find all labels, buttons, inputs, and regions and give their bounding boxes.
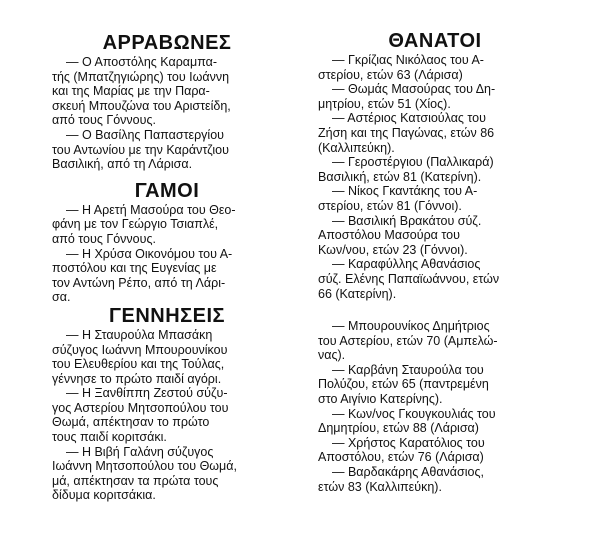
entry-death-2: — Θωμάς Μασούρας του Δη- μητρίου, ετών 51 (Χίος). (318, 82, 496, 111)
entry-wedding-2: — Η Χρύσα Οικονόμου του Α- ποστόλου και της Ευγενίας με τον Αντώνη Ρέπο, από τη Λάρι- σα. (52, 246, 233, 305)
heading-deaths: ΘΑΝΑΤΟΙ (388, 30, 482, 52)
entry-death-8: — Μπουρουνίκος Δημήτριος του Αστερίου, ετών 70 (Αμπελώ- νας). (318, 319, 498, 363)
entry-death-10: — Κων/νος Γκουγκουλιάς του Δημητρίου, ετών 88 (Λάρισα) (318, 406, 496, 436)
entry-death-6: — Βασιλική Βρακάτου σύζ. Αποστόλου Μασούρα του Κων/νου, ετών 23 (Γόννοι). (318, 213, 482, 257)
entry-engagement-1: — Ο Αποστόλης Καραμπα- τής (Μπατζηγιώρης) του Ιωάννη και της Μαρίας με την Παρα- σκευή Μπουζώνα του Αριστείδη, από τους Γόννους. (52, 55, 231, 128)
entry-death-4: — Γεροστέργιου (Παλλικαρά) Βασιλική, ετών 81 (Κατερίνη). (318, 155, 494, 184)
heading-engagements: ΑΡΡΑΒΩΝΕΣ (102, 32, 232, 54)
entry-death-1: — Γκρίζιας Νικόλαος του Α- στερίου, ετών 63 (Λάρισα) (318, 53, 484, 82)
entry-death-7: — Καραφύλλης Αθανάσιος σύζ. Ελένης Παπαϊωάννου, ετών 66 (Κατερίνη). (318, 257, 500, 301)
heading-births: ΓΕΝΝΗΣΕΙΣ (108, 304, 226, 327)
entry-death-12: — Βαρδακάρης Αθανάσιος, ετών 83 (Καλλιπεύκη). (318, 465, 484, 494)
entry-birth-1: — Η Σταυρούλα Μπασάκη σύζυγος Ιωάννη Μπουρουνίκου του Ελευθερίου και της Τούλας, γέννησε το πρώτο παιδί αγόρι. (52, 327, 228, 386)
heading-weddings: ΓΑΜΟΙ (134, 179, 200, 202)
left-column (52, 0, 282, 503)
entry-engagement-2: — Ο Βασίλης Παπαστεργίου του Αντωνίου με την Καράντζιου Βασιλική, από τη Λάρισα. (52, 127, 229, 172)
entry-death-11: — Χρήστος Καρατόλιος του Αποστόλου, ετών 76 (Λάρισα) (318, 435, 485, 465)
entry-death-5: — Νίκος Γκαντάκης του Α- στερίου, ετών 81 (Γόννοι). (318, 184, 478, 213)
entry-birth-2: — Η Ξανθίππη Ζεστού σύζυ- γος Αστερίου Μητσοπούλου του Θωμά, απέκτησαν το πρώτο τους παιδί κοριτσάκι. (52, 386, 229, 445)
entry-death-3: — Αστέριος Κατσιούλας του Ζήση και της Παγώνας, ετών 86 (Καλλιπεύκη). (318, 111, 495, 155)
right-column (318, 0, 552, 494)
entry-death-9: — Καρβάνη Σταυρούλα του Πολύζου, ετών 65 (παντρεμένη στο Αιγίνιο Κατερίνης). (318, 362, 489, 407)
entry-birth-3: — Η Βιβή Γαλάνη σύζυγος Ιωάννη Μητσοπούλου του Θωμά, μά, απέκτησαν τα πρώτα τους δίδυμα κοριτσάκια. (52, 444, 237, 503)
entry-wedding-1: — Η Αρετή Μασούρα του Θεο- φάνη με τον Γεώργιο Τσιαπλέ, από τους Γόννους. (52, 202, 236, 246)
